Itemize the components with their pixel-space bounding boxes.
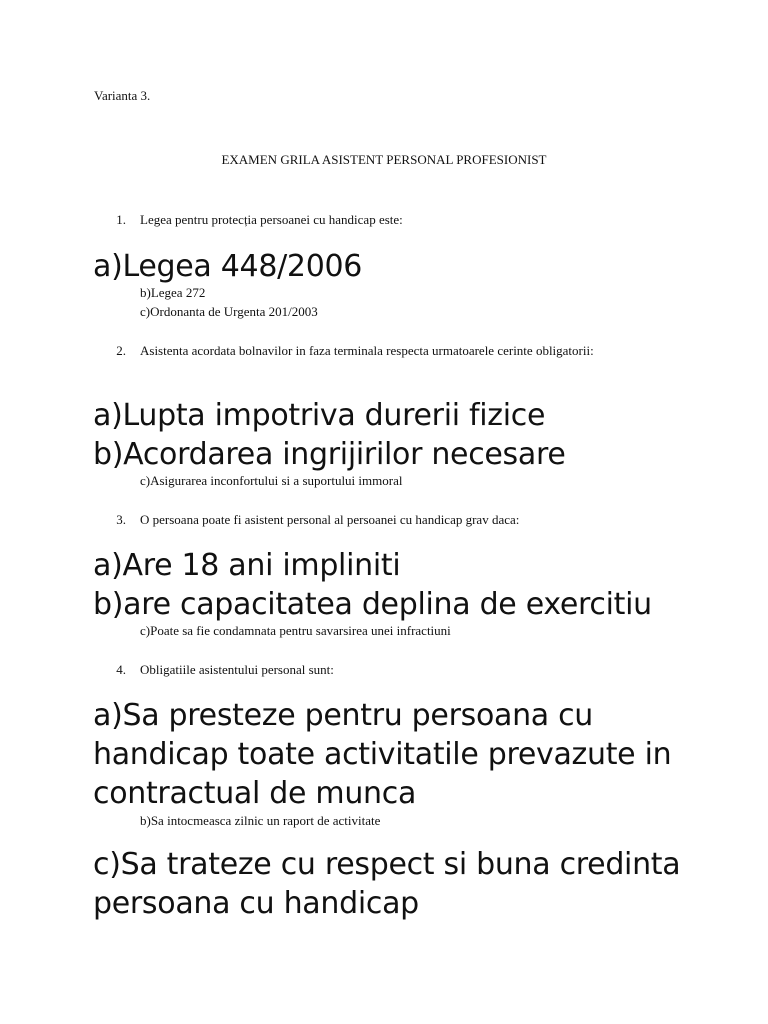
question-4-number: 4.	[116, 662, 126, 677]
question-4-option-c: c)Sa trateze cu respect si buna credinta persoana cu handicap	[93, 847, 681, 921]
question-2-option-b: b)Acordarea ingrijirilor necesare	[93, 437, 566, 472]
question-3-text: O persoana poate fi asistent personal al persoanei cu handicap grav daca:	[140, 512, 520, 527]
question-4-option-b: b)Sa intocmeasca zilnic un raport de activitate	[140, 813, 381, 828]
question-2-option-a: a)Lupta impotriva durerii fizice	[93, 398, 546, 433]
question-2-number: 2.	[116, 343, 126, 358]
variant-label: Varianta 3.	[94, 88, 151, 103]
question-3-option-a: a)Are 18 ani impliniti	[93, 548, 401, 583]
exam-title: EXAMEN GRILA ASISTENT PERSONAL PROFESIONIST	[221, 152, 547, 167]
question-3-number: 3.	[116, 512, 126, 527]
question-1-option-c: c)Ordonanta de Urgenta 201/2003	[140, 304, 318, 319]
question-3-option-b: b)are capacitatea deplina de exercitiu	[93, 587, 652, 622]
question-2-text: Asistenta acordata bolnavilor in faza terminala respecta urmatoarele cerinte obligatorii:	[140, 343, 594, 358]
question-4-option-a: a)Sa presteze pentru persoana cu handicap toate activitatile prevazute in contractual de munca	[93, 698, 672, 811]
question-1-number: 1.	[116, 212, 126, 227]
question-4-text: Obligatiile asistentului personal sunt:	[140, 662, 334, 677]
question-1-text: Legea pentru protecția persoanei cu handicap este:	[140, 212, 403, 227]
question-1-option-b: b)Legea 272	[140, 285, 206, 300]
question-1-option-a: a)Legea 448/2006	[93, 249, 363, 284]
question-2-option-c: c)Asigurarea inconfortului si a suportului immoral	[140, 473, 403, 488]
question-3-option-c: c)Poate sa fie condamnata pentru savarsirea unei infractiuni	[140, 623, 451, 638]
